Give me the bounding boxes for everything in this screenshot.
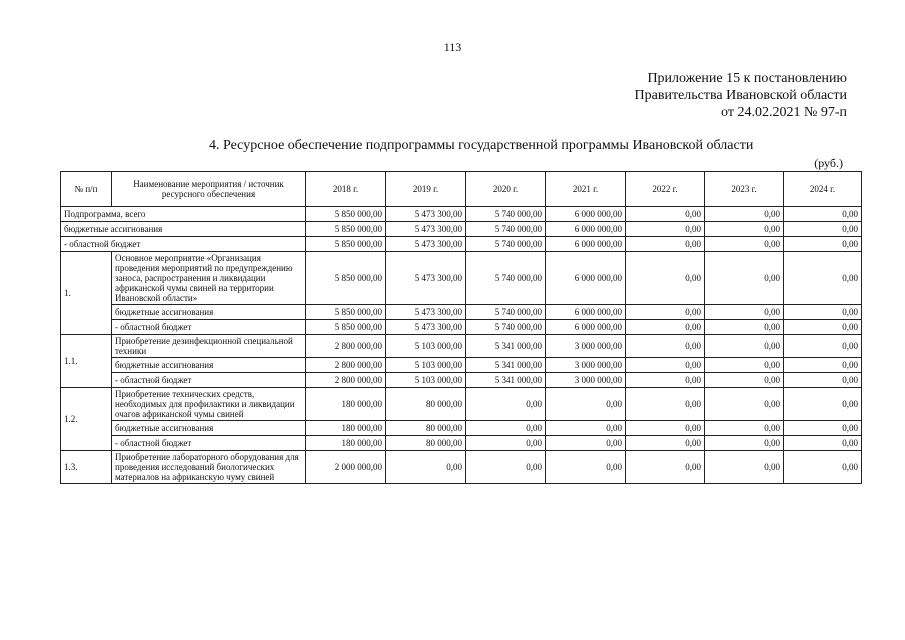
value-cell: 0,00 [626, 305, 705, 320]
header-year: 2020 г. [466, 172, 546, 207]
value-cell: 0,00 [626, 320, 705, 335]
value-cell: 6 000 000,00 [546, 320, 626, 335]
value-cell: 3 000 000,00 [546, 335, 626, 358]
row-label: бюджетные ассигнования [112, 305, 306, 320]
value-cell: 0,00 [626, 358, 705, 373]
value-cell: 6 000 000,00 [546, 222, 626, 237]
value-cell: 180 000,00 [306, 421, 386, 436]
row-number: 1.2. [61, 388, 112, 451]
value-cell: 180 000,00 [306, 388, 386, 421]
row-label: - областной бюджет [112, 373, 306, 388]
row-label: Приобретение лабораторного оборудования для проведения исследований биологических материалов на африканскую чуму свиней [112, 451, 306, 484]
value-cell: 0,00 [784, 358, 862, 373]
value-cell: 2 000 000,00 [306, 451, 386, 484]
row-label: Основное мероприятие «Организация проведения мероприятий по предупреждению заноса, распространения и ликвидации африканской чумы свиней на территории Ивановской области» [112, 252, 306, 305]
row-number: 1. [61, 252, 112, 335]
value-cell: 5 740 000,00 [466, 320, 546, 335]
value-cell: 0,00 [705, 358, 784, 373]
value-cell: 5 473 300,00 [386, 305, 466, 320]
value-cell: 0,00 [705, 222, 784, 237]
value-cell: 6 000 000,00 [546, 305, 626, 320]
value-cell: 0,00 [784, 222, 862, 237]
value-cell: 0,00 [705, 436, 784, 451]
value-cell: 0,00 [626, 436, 705, 451]
value-cell: 0,00 [546, 388, 626, 421]
header-year: 2019 г. [386, 172, 466, 207]
value-cell: 5 740 000,00 [466, 252, 546, 305]
row-label: - областной бюджет [112, 436, 306, 451]
value-cell: 0,00 [626, 421, 705, 436]
unit-label: (руб.) [814, 156, 843, 170]
table-row [61, 305, 862, 320]
value-cell: 0,00 [466, 388, 546, 421]
row-label: Приобретение технических средств, необходимых для профилактики и ликвидации очагов африканской чумы свиней [112, 388, 306, 421]
value-cell: 5 341 000,00 [466, 373, 546, 388]
value-cell: 6 000 000,00 [546, 207, 626, 222]
header-year: 2023 г. [705, 172, 784, 207]
table-body [61, 207, 862, 484]
value-cell: 5 850 000,00 [306, 252, 386, 305]
value-cell: 5 850 000,00 [306, 320, 386, 335]
summary-row [61, 237, 862, 252]
header-year: 2022 г. [626, 172, 705, 207]
value-cell: 0,00 [546, 436, 626, 451]
value-cell: 5 740 000,00 [466, 222, 546, 237]
value-cell: 5 473 300,00 [386, 320, 466, 335]
value-cell: 5 473 300,00 [386, 237, 466, 252]
value-cell: 0,00 [784, 373, 862, 388]
value-cell: 0,00 [626, 237, 705, 252]
table-row [61, 358, 862, 373]
value-cell: 0,00 [784, 335, 862, 358]
value-cell: 6 000 000,00 [546, 252, 626, 305]
value-cell: 0,00 [546, 421, 626, 436]
value-cell: 2 800 000,00 [306, 358, 386, 373]
value-cell: 5 341 000,00 [466, 358, 546, 373]
row-number: 1.3. [61, 451, 112, 484]
appendix-block [635, 70, 847, 121]
value-cell: 0,00 [626, 451, 705, 484]
value-cell: 80 000,00 [386, 421, 466, 436]
value-cell: 5 341 000,00 [466, 335, 546, 358]
value-cell: 0,00 [705, 237, 784, 252]
value-cell: 0,00 [784, 436, 862, 451]
value-cell: 0,00 [705, 207, 784, 222]
value-cell: 5 740 000,00 [466, 207, 546, 222]
value-cell: 0,00 [784, 451, 862, 484]
value-cell: 0,00 [784, 421, 862, 436]
value-cell: 0,00 [705, 305, 784, 320]
value-cell: 2 800 000,00 [306, 373, 386, 388]
value-cell: 0,00 [626, 388, 705, 421]
row-label: Подпрограмма, всего [61, 207, 306, 222]
value-cell: 0,00 [626, 222, 705, 237]
value-cell: 0,00 [705, 335, 784, 358]
header-year: 2018 г. [306, 172, 386, 207]
value-cell: 5 473 300,00 [386, 207, 466, 222]
page-number: 113 [443, 40, 462, 54]
value-cell: 0,00 [466, 451, 546, 484]
value-cell: 0,00 [626, 373, 705, 388]
value-cell: 5 850 000,00 [306, 305, 386, 320]
appendix-line: Приложение 15 к постановлению [647, 71, 847, 86]
value-cell: 0,00 [784, 207, 862, 222]
row-label: бюджетные ассигнования [112, 358, 306, 373]
summary-row [61, 207, 862, 222]
value-cell: 5 103 000,00 [386, 373, 466, 388]
value-cell: 0,00 [626, 252, 705, 305]
value-cell: 0,00 [784, 252, 862, 305]
value-cell: 5 850 000,00 [306, 207, 386, 222]
value-cell: 0,00 [466, 421, 546, 436]
row-label: Приобретение дезинфекционной специальной техники [112, 335, 306, 358]
value-cell: 6 000 000,00 [546, 237, 626, 252]
value-cell: 80 000,00 [386, 388, 466, 421]
value-cell: 5 473 300,00 [386, 252, 466, 305]
value-cell: 0,00 [784, 320, 862, 335]
row-label: бюджетные ассигнования [112, 421, 306, 436]
value-cell: 0,00 [466, 436, 546, 451]
appendix-line: от 24.02.2021 № 97-п [721, 105, 847, 120]
value-cell: 0,00 [546, 451, 626, 484]
table-row [61, 451, 862, 484]
value-cell: 0,00 [705, 320, 784, 335]
value-cell: 5 740 000,00 [466, 237, 546, 252]
header-year: 2024 г. [784, 172, 862, 207]
table-title: 4. Ресурсное обеспечение подпрограммы государственной программы Ивановской области [209, 138, 754, 153]
summary-row [61, 222, 862, 237]
table-row [61, 373, 862, 388]
value-cell: 0,00 [386, 451, 466, 484]
row-number: 1.1. [61, 335, 112, 388]
header-num: № п/п [61, 172, 112, 207]
value-cell: 0,00 [784, 388, 862, 421]
table-row [61, 436, 862, 451]
value-cell: 5 103 000,00 [386, 358, 466, 373]
value-cell: 5 850 000,00 [306, 222, 386, 237]
row-label: - областной бюджет [61, 237, 306, 252]
value-cell: 0,00 [705, 421, 784, 436]
resource-table [60, 171, 862, 484]
table-row [61, 388, 862, 421]
header-year: 2021 г. [546, 172, 626, 207]
value-cell: 0,00 [784, 305, 862, 320]
value-cell: 0,00 [705, 451, 784, 484]
value-cell: 0,00 [626, 335, 705, 358]
header-name: Наименование мероприятия / источник ресурсного обеспечения [112, 172, 306, 207]
value-cell: 5 473 300,00 [386, 222, 466, 237]
value-cell: 2 800 000,00 [306, 335, 386, 358]
value-cell: 5 103 000,00 [386, 335, 466, 358]
value-cell: 5 740 000,00 [466, 305, 546, 320]
row-label: бюджетные ассигнования [61, 222, 306, 237]
value-cell: 0,00 [784, 237, 862, 252]
value-cell: 180 000,00 [306, 436, 386, 451]
row-label: - областной бюджет [112, 320, 306, 335]
header-row [61, 172, 862, 207]
table-row [61, 335, 862, 358]
value-cell: 0,00 [705, 373, 784, 388]
appendix-line: Правительства Ивановской области [634, 88, 847, 103]
value-cell: 0,00 [705, 388, 784, 421]
value-cell: 0,00 [705, 252, 784, 305]
value-cell: 5 850 000,00 [306, 237, 386, 252]
table-row [61, 252, 862, 305]
table-row [61, 320, 862, 335]
table-row [61, 421, 862, 436]
value-cell: 3 000 000,00 [546, 373, 626, 388]
value-cell: 3 000 000,00 [546, 358, 626, 373]
value-cell: 0,00 [626, 207, 705, 222]
value-cell: 80 000,00 [386, 436, 466, 451]
